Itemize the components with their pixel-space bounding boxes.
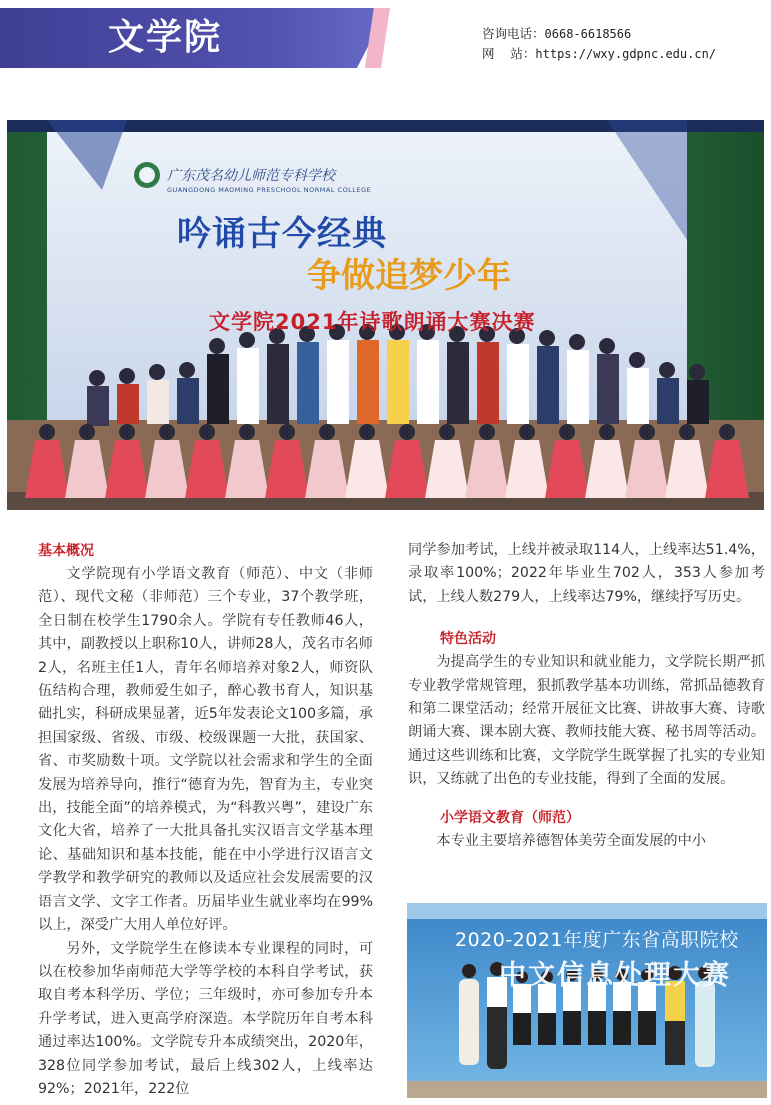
right-column: [408, 539, 765, 853]
overview-paragraph-continued: 同学参加考试，上线并被录取114人，上线率达51.4%，录取率100%；2022年毕业生702人，353人参加考试，上线人数279人，上线率达79%，继续抒写历史。: [408, 542, 765, 605]
phone-row: [482, 24, 768, 44]
contact-info: [482, 24, 768, 64]
hero-event-title: 文学院2021年诗歌朗诵大赛决赛: [209, 310, 536, 334]
phone-label: 咨询电话：: [482, 26, 545, 41]
competition-photo: [407, 903, 767, 1098]
spacer: [408, 792, 765, 806]
competition-banner-line1: 2020-2021年度广东省高职院校: [455, 929, 739, 951]
website-label: 网 站：: [482, 46, 536, 61]
hero-group-photo: [7, 120, 764, 510]
overview-paragraph-2: 另外，文学院学生在修读本专业课程的同时，可以在校参加华南师范大学等学校的本科自学考试，获取自考本科学历、学位；三年级时，亦可参加专升本升学考试，进入更高学府深造。本学院历年自考本科通过率达100%。文学院专升本成绩突出，2020年，328位同学参加考试，最后上线302人，上线率达92%；2021年，222位: [38, 940, 373, 1097]
activities-paragraph: 为提高学生的专业知识和就业能力，文学院长期严抓专业教学常规管理，狠抓教学基本功训练，常抓品德教育和第二课堂活动；经常开展征文比赛、讲故事大赛、诗歌朗诵大赛、课本剧大赛、教师技能大赛、秘书周等活动。通过这些训练和比赛，文学院学生既掌握了扎实的专业知识，又练就了出色的专业技能，得到了全面的发展。: [408, 654, 765, 788]
section-heading-overview: 基本概况: [38, 543, 94, 559]
spacer: [408, 609, 765, 627]
overview-paragraph-1: 文学院现有小学语文教育（师范）、中文（非师范）、现代文秘（非师范）三个专业，37个教学班，全日制在校学生1790余人。学院有专任教师46人，其中，副教授以上职称10人，讲师28人，茂名市名师2人，名班主任1人，青年名师培养对象2人，师资队伍结构合理，教师爱生如子，醉心教书育人，知识基础扎实，科研成果显著，近5年发表论文100多篇，承担国家级、省级、市级、校级课题一大批，获国家、省、市奖励数十项。文学院以社会需求和学生的全面发展为培养导向，推行“德育为先，智育为主，专业突出，技能全面”的培养模式，为“科教兴粤”，建设广东文化大省，培养了一大批具备扎实汉语言文学基本理论、基础知识和基本技能，能在中小学进行汉语言文学教学和教学研究的教师以及适应社会发展需要的汉语言文学、文字工作者。历届毕业生就业率均在99%以上，深受广大用人单位好评。: [38, 566, 373, 934]
section-heading-activities: 特色活动: [440, 631, 496, 648]
website-link[interactable]: https://wxy.gdpnc.edu.cn/: [535, 47, 717, 61]
hero-slogan-line1: 吟诵古今经典: [177, 214, 387, 254]
phone-number: 0668-6618566: [544, 27, 632, 41]
hero-slogan-line2: 争做追梦少年: [307, 256, 511, 296]
left-column: [38, 539, 373, 1101]
hero-school-name-en: GUANGDONG MAOMING PRESCHOOL NORMAL COLLEGE: [167, 186, 372, 194]
major-paragraph: 本专业主要培养德智体美劳全面发展的中小: [436, 832, 706, 849]
website-row: [482, 44, 768, 64]
competition-banner-line2: 中文信息处理大赛: [499, 960, 731, 991]
section-heading-major: 小学语文教育（师范）: [440, 809, 580, 826]
hero-school-name: 广东茂名幼儿师范专科学校: [167, 168, 335, 184]
page-title: 文学院: [108, 17, 223, 58]
